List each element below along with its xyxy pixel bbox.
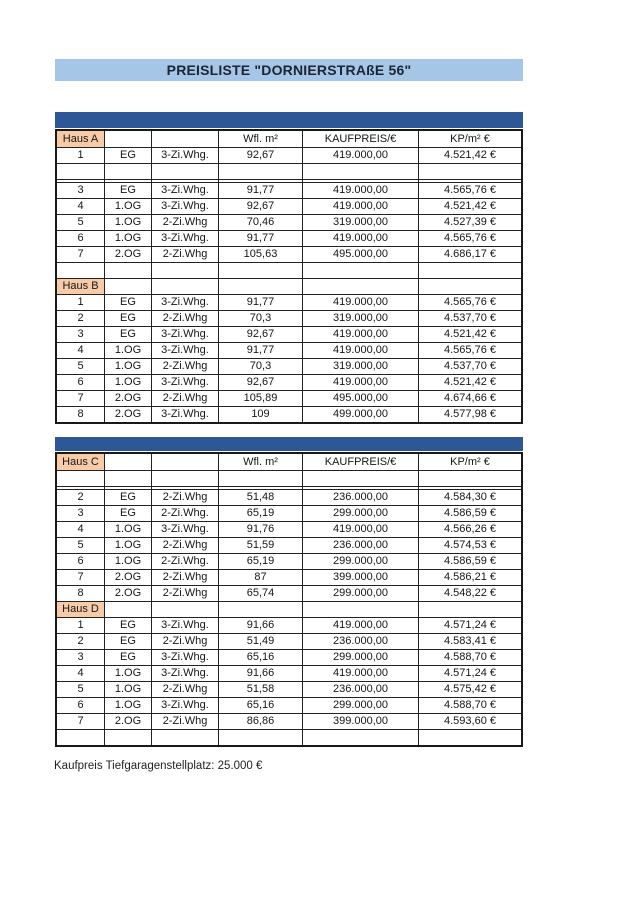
table-cell <box>57 164 104 179</box>
table-cell <box>418 180 521 182</box>
table-cell: EG <box>104 183 151 198</box>
table-cell <box>302 164 418 179</box>
table-cell: 4.586,59 € <box>418 506 521 521</box>
table-cell <box>57 730 104 745</box>
table-cell: 236.000,00 <box>302 538 418 553</box>
table-cell: 4.674,66 € <box>418 391 521 406</box>
table-cell: 2-Zi.Whg <box>151 570 218 585</box>
table-row-data <box>57 569 521 585</box>
column-header-cell: KAUFPREIS/€ <box>302 454 418 470</box>
table-cell: 87 <box>218 570 302 585</box>
table-cell: 3 <box>77 328 84 340</box>
table-cell: 4.521,42 € <box>418 199 521 214</box>
table-cell: 3 <box>77 507 84 519</box>
column-header-cell <box>151 454 218 470</box>
table-cell: 4.574,53 € <box>418 538 521 553</box>
table-cell: 6 <box>77 699 84 711</box>
column-header-cell <box>104 131 151 147</box>
table-cell: 2 <box>77 312 84 324</box>
table-row-data <box>57 310 521 326</box>
table-row-data <box>57 358 521 374</box>
table-cell: 419.000,00 <box>302 183 418 198</box>
table-row-data <box>57 198 521 214</box>
table-cell: 4.537,70 € <box>418 359 521 374</box>
table-row-empty <box>57 163 521 179</box>
table-cell: 1.OG <box>104 666 151 681</box>
table-row-data <box>57 390 521 406</box>
table-cell: 7 <box>77 571 84 583</box>
table-cell: EG <box>104 506 151 521</box>
table-cell: 236.000,00 <box>302 490 418 505</box>
table-cell: 2-Zi.Whg <box>151 538 218 553</box>
table-cell: 3-Zi.Whg. <box>151 148 218 163</box>
table-cell: 5 <box>77 360 84 372</box>
table-cell: 92,67 <box>218 375 302 390</box>
table-cell: 3-Zi.Whg. <box>151 375 218 390</box>
table-cell: 419.000,00 <box>302 199 418 214</box>
table-cell: 419.000,00 <box>302 618 418 633</box>
table-cell: 1.OG <box>104 215 151 230</box>
table-cell <box>151 263 218 278</box>
table-cell: EG <box>104 650 151 665</box>
price-table-haus-a-b <box>55 112 523 424</box>
table-cell: 3-Zi.Whg. <box>151 295 218 310</box>
table-row-data <box>57 214 521 230</box>
table-cell <box>218 164 302 179</box>
table-row-data <box>57 326 521 342</box>
table-row-data <box>57 617 521 633</box>
table-cell: 4.588,70 € <box>418 650 521 665</box>
table-cell: 3-Zi.Whg. <box>151 407 218 422</box>
table-cell: 2-Zi.Whg. <box>151 506 218 521</box>
table-cell <box>218 279 302 294</box>
table-cell: 6 <box>77 555 84 567</box>
garage-price-note: Kaufpreis Tiefgaragenstellplatz: 25.000 € <box>54 760 263 772</box>
table-row-data <box>57 230 521 246</box>
table-cell <box>151 471 218 486</box>
table-header-bar <box>55 437 523 451</box>
table-cell: 4.565,76 € <box>418 183 521 198</box>
table-row-data <box>57 489 521 505</box>
table-cell: 4.686,17 € <box>418 247 521 262</box>
table-cell: 299.000,00 <box>302 650 418 665</box>
table-cell: 4.527,39 € <box>418 215 521 230</box>
table-row-data <box>57 585 521 601</box>
table-cell <box>418 164 521 179</box>
table-cell: 7 <box>77 715 84 727</box>
table-cell: 3 <box>77 184 84 196</box>
column-header-cell: Wfl. m² <box>218 131 302 147</box>
table-cell <box>302 471 418 486</box>
table-cell: 1.OG <box>104 698 151 713</box>
table-row-empty <box>57 262 521 278</box>
table-cell: 1.OG <box>104 682 151 697</box>
haus-label-cell: Haus C <box>57 454 104 470</box>
table-cell: 2.OG <box>104 407 151 422</box>
table-row-data <box>57 147 521 163</box>
table-cell <box>302 602 418 617</box>
table-cell <box>57 487 104 489</box>
table-cell: 92,67 <box>218 199 302 214</box>
table-cell: 91,76 <box>218 522 302 537</box>
table-cell: 2 <box>77 635 84 647</box>
table-cell <box>104 730 151 745</box>
table-row-data <box>57 342 521 358</box>
table-cell: 1.OG <box>104 554 151 569</box>
table-cell: 299.000,00 <box>302 554 418 569</box>
table-cell: 2-Zi.Whg <box>151 714 218 729</box>
table-cell <box>218 263 302 278</box>
table-row-hidden <box>57 179 521 182</box>
table-cell: 4 <box>77 667 84 679</box>
table-cell: 4.548,22 € <box>418 586 521 601</box>
table-cell: 2 <box>77 491 84 503</box>
table-cell: 2-Zi.Whg. <box>151 554 218 569</box>
table-cell: 4.583,41 € <box>418 634 521 649</box>
table-cell: EG <box>104 148 151 163</box>
table-cell: 2-Zi.Whg <box>151 311 218 326</box>
table-cell <box>302 487 418 489</box>
table-cell: 4.593,60 € <box>418 714 521 729</box>
table-cell: 4.521,42 € <box>418 327 521 342</box>
table-cell: 91,66 <box>218 666 302 681</box>
column-header-cell <box>104 454 151 470</box>
table-cell: 4 <box>77 200 84 212</box>
table-cell: 7 <box>77 248 84 260</box>
table-row-data <box>57 713 521 729</box>
table-row-data <box>57 537 521 553</box>
table-cell: 3-Zi.Whg. <box>151 650 218 665</box>
table-cell <box>57 180 104 182</box>
table-row-data <box>57 697 521 713</box>
table-cell: 419.000,00 <box>302 295 418 310</box>
table-cell <box>57 263 104 278</box>
table-cell: 319.000,00 <box>302 215 418 230</box>
table-cell: 70,3 <box>218 311 302 326</box>
table-cell: 3-Zi.Whg. <box>151 343 218 358</box>
table-cell: 6 <box>77 376 84 388</box>
table-cell <box>418 487 521 489</box>
table-cell: 8 <box>77 587 84 599</box>
table-cell <box>151 164 218 179</box>
table-cell: 3-Zi.Whg. <box>151 698 218 713</box>
table-cell: 4.571,24 € <box>418 618 521 633</box>
table-cell: 2-Zi.Whg <box>151 682 218 697</box>
table-cell: 65,19 <box>218 554 302 569</box>
table-row-empty <box>57 470 521 486</box>
table-cell: 51,59 <box>218 538 302 553</box>
table-cell: 495.000,00 <box>302 391 418 406</box>
table-cell <box>104 180 151 182</box>
table-cell: 2.OG <box>104 586 151 601</box>
table-row-header <box>57 131 521 147</box>
table-cell: 3 <box>77 651 84 663</box>
table-cell: 299.000,00 <box>302 586 418 601</box>
table-cell <box>151 180 218 182</box>
table-cell: 1.OG <box>104 231 151 246</box>
table-cell <box>418 602 521 617</box>
table-cell: 299.000,00 <box>302 506 418 521</box>
table-cell: EG <box>104 490 151 505</box>
table-row-data <box>57 521 521 537</box>
table-cell: 1.OG <box>104 375 151 390</box>
table-cell <box>104 279 151 294</box>
table-cell: EG <box>104 327 151 342</box>
table-row-data <box>57 665 521 681</box>
table-cell: 1 <box>77 149 84 161</box>
column-header-cell <box>151 131 218 147</box>
table-cell <box>104 164 151 179</box>
table-cell <box>218 487 302 489</box>
haus-label-cell: Haus A <box>57 131 104 147</box>
table-cell: 4.571,24 € <box>418 666 521 681</box>
table-cell: 4.586,21 € <box>418 570 521 585</box>
table-row-data <box>57 182 521 198</box>
table-cell: 4.577,98 € <box>418 407 521 422</box>
table-cell: 91,66 <box>218 618 302 633</box>
table-cell <box>418 263 521 278</box>
table-cell <box>218 730 302 745</box>
table-cell <box>104 263 151 278</box>
table-cell: 65,16 <box>218 650 302 665</box>
table-cell: 6 <box>77 232 84 244</box>
table-cell: 51,48 <box>218 490 302 505</box>
table-cell <box>302 180 418 182</box>
price-table-haus-c-d <box>55 437 523 747</box>
haus-label-cell: Haus D <box>57 602 104 617</box>
table-cell <box>302 279 418 294</box>
table-cell <box>418 471 521 486</box>
table-cell: 3-Zi.Whg. <box>151 327 218 342</box>
table-cell <box>218 602 302 617</box>
table-cell: 236.000,00 <box>302 682 418 697</box>
table-cell: 5 <box>77 683 84 695</box>
table-row-data <box>57 649 521 665</box>
table-cell: 2-Zi.Whg <box>151 215 218 230</box>
table-cell: 2-Zi.Whg <box>151 247 218 262</box>
table-cell: 51,49 <box>218 634 302 649</box>
table-cell: 3-Zi.Whg. <box>151 666 218 681</box>
table-cell: 419.000,00 <box>302 343 418 358</box>
table-cell: 3-Zi.Whg. <box>151 522 218 537</box>
table-cell: 1.OG <box>104 538 151 553</box>
table-cell: 4.521,42 € <box>418 148 521 163</box>
table-cell: 499.000,00 <box>302 407 418 422</box>
table-row-header <box>57 454 521 470</box>
table-cell: 419.000,00 <box>302 148 418 163</box>
table-cell: 419.000,00 <box>302 666 418 681</box>
table-cell: 236.000,00 <box>302 634 418 649</box>
table-cell: 2.OG <box>104 247 151 262</box>
table-cell: 105,63 <box>218 247 302 262</box>
table-cell <box>418 279 521 294</box>
table-row-data <box>57 374 521 390</box>
table-cell: 399.000,00 <box>302 714 418 729</box>
column-header-cell: KAUFPREIS/€ <box>302 131 418 147</box>
table-row-data <box>57 294 521 310</box>
table-cell: 86,86 <box>218 714 302 729</box>
table-cell <box>418 730 521 745</box>
table-cell: 65,16 <box>218 698 302 713</box>
table-cell: 2-Zi.Whg <box>151 490 218 505</box>
table-cell: 2-Zi.Whg <box>151 359 218 374</box>
page-title: PREISLISTE "DORNIERSTRAßE 56" <box>166 62 412 78</box>
table-cell: EG <box>104 311 151 326</box>
table-cell <box>151 730 218 745</box>
table-rows-haus-a-b <box>55 129 523 424</box>
table-cell: 2.OG <box>104 391 151 406</box>
table-row-data <box>57 406 521 422</box>
table-cell: 1.OG <box>104 359 151 374</box>
table-cell: 4.565,76 € <box>418 343 521 358</box>
table-cell: 1 <box>77 619 84 631</box>
table-cell: 51,58 <box>218 682 302 697</box>
table-cell <box>57 471 104 486</box>
table-cell <box>151 602 218 617</box>
table-cell: 4.575,42 € <box>418 682 521 697</box>
table-cell: 8 <box>77 408 84 420</box>
table-cell: 1 <box>77 296 84 308</box>
column-header-cell: KP/m² € <box>418 454 521 470</box>
table-cell <box>104 487 151 489</box>
table-cell: 4 <box>77 344 84 356</box>
table-cell: 399.000,00 <box>302 570 418 585</box>
table-cell: 91,77 <box>218 343 302 358</box>
table-cell: 419.000,00 <box>302 375 418 390</box>
table-cell: 419.000,00 <box>302 327 418 342</box>
table-cell: 91,77 <box>218 231 302 246</box>
column-header-cell: KP/m² € <box>418 131 521 147</box>
table-cell: 2-Zi.Whg <box>151 391 218 406</box>
table-cell: 92,67 <box>218 148 302 163</box>
table-cell: EG <box>104 618 151 633</box>
table-cell: 1.OG <box>104 343 151 358</box>
page-title-banner <box>55 59 523 81</box>
table-cell <box>218 471 302 486</box>
table-cell <box>104 471 151 486</box>
table-row-empty <box>57 729 521 745</box>
table-cell: 2.OG <box>104 714 151 729</box>
table-cell <box>151 487 218 489</box>
table-row-data <box>57 246 521 262</box>
table-row-data <box>57 681 521 697</box>
table-cell: 70,46 <box>218 215 302 230</box>
table-cell: 299.000,00 <box>302 698 418 713</box>
table-cell: 105,89 <box>218 391 302 406</box>
table-cell: 65,74 <box>218 586 302 601</box>
table-cell: EG <box>104 295 151 310</box>
table-cell: 1.OG <box>104 522 151 537</box>
table-cell: 4 <box>77 523 84 535</box>
table-cell <box>302 730 418 745</box>
table-header-bar <box>55 112 523 128</box>
table-rows-haus-c-d <box>55 452 523 747</box>
table-row-haus <box>57 278 521 294</box>
table-cell: 4.521,42 € <box>418 375 521 390</box>
table-cell: 4.537,70 € <box>418 311 521 326</box>
table-cell: 3-Zi.Whg. <box>151 618 218 633</box>
table-cell: 5 <box>77 539 84 551</box>
table-row-hidden <box>57 486 521 489</box>
table-cell: 3-Zi.Whg. <box>151 231 218 246</box>
table-cell: 4.565,76 € <box>418 231 521 246</box>
table-cell: 2-Zi.Whg <box>151 634 218 649</box>
table-row-haus <box>57 601 521 617</box>
table-cell: 91,77 <box>218 295 302 310</box>
table-cell: 70,3 <box>218 359 302 374</box>
table-cell <box>151 279 218 294</box>
table-cell <box>302 263 418 278</box>
table-cell: EG <box>104 634 151 649</box>
table-cell: 4.584,30 € <box>418 490 521 505</box>
table-cell: 65,19 <box>218 506 302 521</box>
table-cell: 1.OG <box>104 199 151 214</box>
table-cell: 419.000,00 <box>302 231 418 246</box>
table-cell: 319.000,00 <box>302 359 418 374</box>
table-cell: 4.566,26 € <box>418 522 521 537</box>
table-cell: 319.000,00 <box>302 311 418 326</box>
table-cell: 4.588,70 € <box>418 698 521 713</box>
table-cell: 4.586,59 € <box>418 554 521 569</box>
table-cell: 109 <box>218 407 302 422</box>
table-cell: 2.OG <box>104 570 151 585</box>
table-cell: 3-Zi.Whg. <box>151 199 218 214</box>
table-cell: 3-Zi.Whg. <box>151 183 218 198</box>
table-cell <box>104 602 151 617</box>
table-cell: 2-Zi.Whg <box>151 586 218 601</box>
table-cell: 4.565,76 € <box>418 295 521 310</box>
table-cell: 91,77 <box>218 183 302 198</box>
column-header-cell: Wfl. m² <box>218 454 302 470</box>
table-row-data <box>57 553 521 569</box>
table-cell <box>218 180 302 182</box>
table-row-data <box>57 505 521 521</box>
haus-label-cell: Haus B <box>57 279 104 294</box>
table-row-data <box>57 633 521 649</box>
table-cell: 495.000,00 <box>302 247 418 262</box>
table-cell: 7 <box>77 392 84 404</box>
table-cell: 419.000,00 <box>302 522 418 537</box>
table-cell: 5 <box>77 216 84 228</box>
table-cell: 92,67 <box>218 327 302 342</box>
